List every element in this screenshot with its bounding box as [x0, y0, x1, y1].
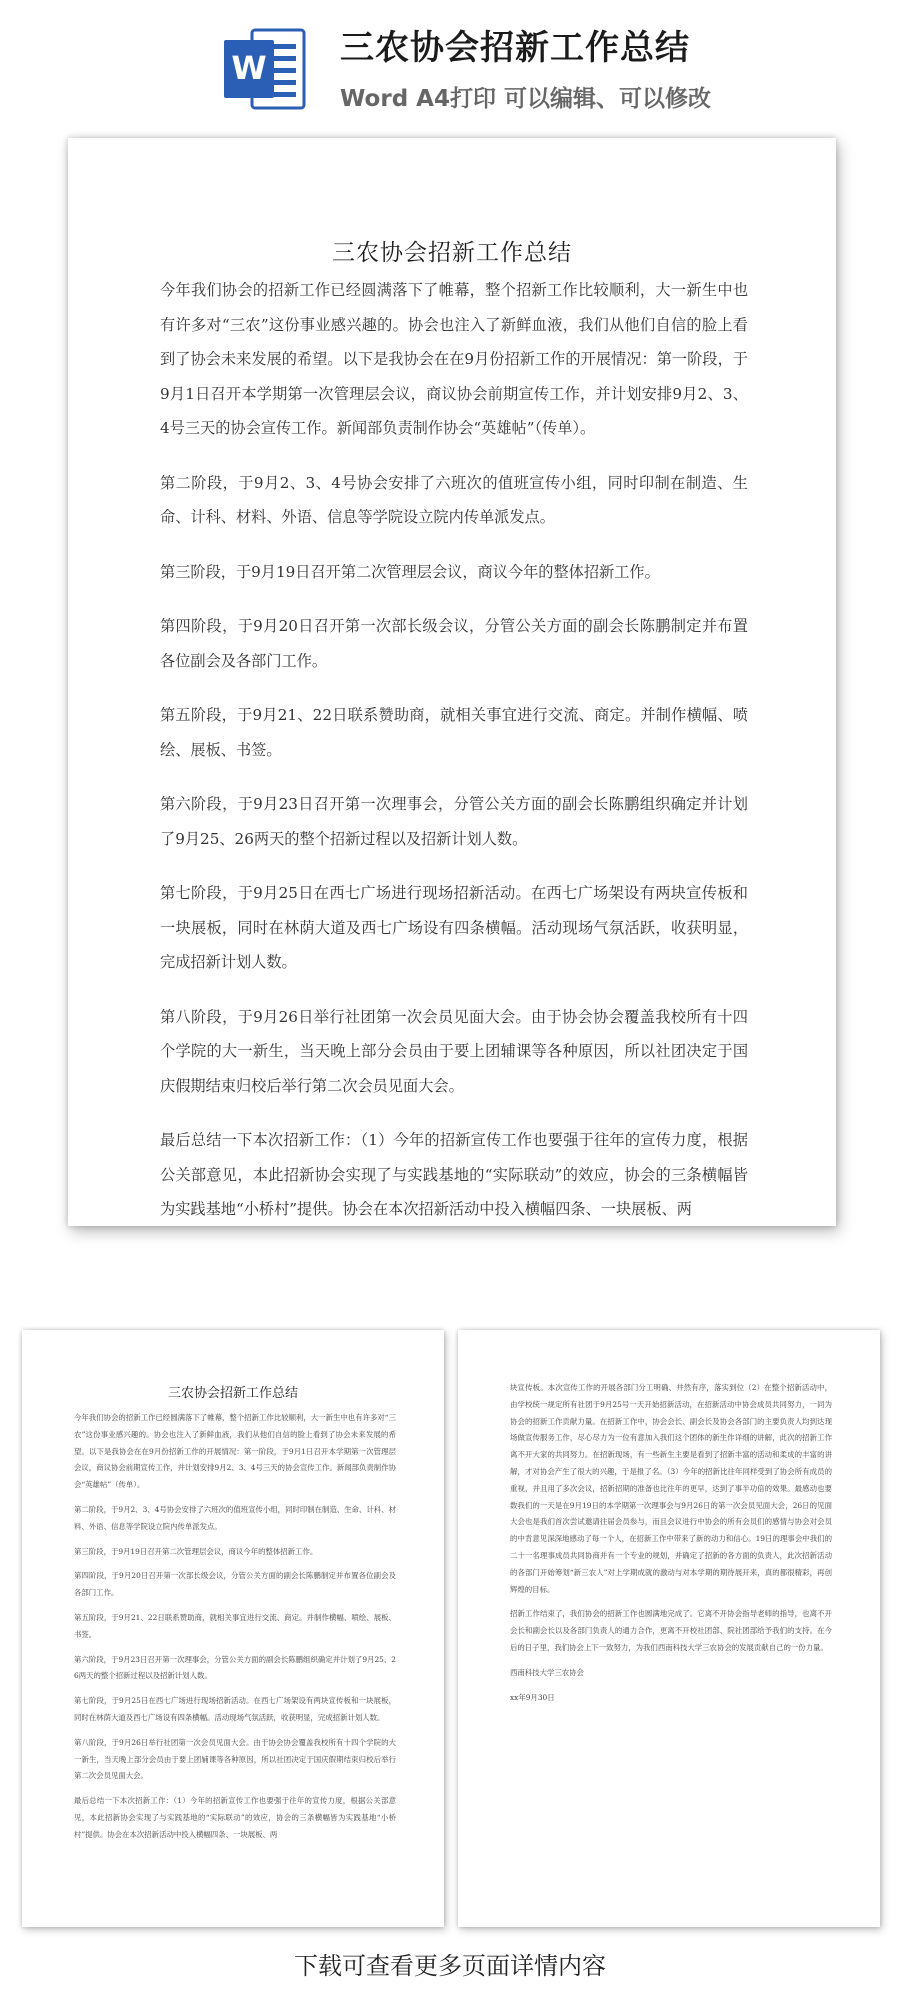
- thumbnail-title: 三农协会招新工作总结: [167, 1386, 298, 1401]
- thumbnail-date: xx年9月30日: [510, 1692, 555, 1702]
- thumbnail-body: [74, 1410, 396, 1852]
- thumbnail-paragraph: 招新工作结束了，我们协会的招新工作也圆满地完成了。它离不开协会指导老师的指导，也离不开会长和副会长以及各部门负责人的通力合作，更离不开校社团部、院社团部给予我们的支持。在今后的日子里，我们协会上下一致努力，为我们西南科技大学三农协会的发展贡献自己的一份力量。: [510, 1609, 832, 1652]
- document-paragraph: 第七阶段，于9月25日在西七广场进行现场招新活动。在西七广场架设有两块宣传板和一块展板，同时在林荫大道及西七广场设有四条横幅。活动现场气氛活跃，收获明显，完成招新计划人数。: [160, 884, 748, 971]
- document-paragraph: 第四阶段，于9月20日召开第一次部长级会议，分管公关方面的副会长陈鹏制定并布置各位副会及各部门工作。: [160, 617, 748, 670]
- thumbnail-paragraph: 今年我们协会的招新工作已经圆满落下了帷幕，整个招新工作比较顺利，大一新生中也有许多对“三农”这份事业感兴趣的。协会也注入了新鲜血液，我们从他们自信的脸上看到了协会未来发展的希望。以下是我协会在在9月份招新工作的开展情况：第一阶段，于9月1日召开本学期第一次管理层会议，商议协会前期宣传工作，并计划安排9月2、3、4号三天的协会宣传工作。新闻部负责制作协会“英雄帖”（传单）。: [74, 1413, 396, 1490]
- document-paragraph: 第三阶段，于9月19日召开第二次管理层会议，商议今年的整体招新工作。: [160, 562, 660, 581]
- document-title: 三农协会招新工作总结: [332, 240, 572, 266]
- document-paragraph: 第六阶段，于9月23日召开第一次理事会，分管公关方面的副会长陈鹏组织确定并计划了9月25、26两天的整个招新过程以及招新计划人数。: [160, 795, 748, 848]
- thumbnail-paragraph: 最后总结一下本次招新工作：（1）今年的招新宣传工作也要强于往年的宣传力度，根据公关部意见，本此招新协会实现了与实践基地的“实际联动”的效应，协会的三条横幅皆为实践基地“小桥村”提供。协会在本次招新活动中投入横幅四条、一块展板、两: [74, 1796, 396, 1839]
- thumbnail-paragraph: 第六阶段，于9月23日召开第一次理事会，分管公关方面的副会长陈鹏组织确定并计划了9月25、26两天的整个招新过程以及招新计划人数。: [74, 1654, 396, 1681]
- thumbnail-paragraph: 第二阶段，于9月2、3、4号协会安排了六班次的值班宣传小组，同时印制在制造、生命、计科、材料、外语、信息等学院设立院内传单派发点。: [74, 1504, 396, 1531]
- thumbnail-paragraph: 第八阶段，于9月26日举行社团第一次会员见面大会。由于协会协会覆盖我校所有十四个学院的大一新生，当天晚上部分会员由于要上团辅课等各种原因，所以社团决定于国庆假期结束归校后举行第二次会员见面大会。: [74, 1737, 396, 1781]
- page-thumbnail-2: [458, 1330, 880, 1927]
- header-subtitle: Word A4打印 可以编辑、可以修改: [340, 86, 711, 112]
- document-paragraph: 第二阶段，于9月2、3、4号协会安排了六班次的值班宣传小组，同时印制在制造、生命、计科、材料、外语、信息等学院设立院内传单派发点。: [160, 473, 748, 526]
- more-pages-link[interactable]: 下载可查看更多页面详情内容: [294, 1952, 606, 1980]
- thumbnail-paragraph: 第五阶段，于9月21、22日联系赞助商，就相关事宜进行交流、商定。并制作横幅、喷绘、展板、书签。: [74, 1612, 396, 1639]
- thumbnail-body: [510, 1380, 832, 1714]
- header-title: 三农协会招新工作总结: [340, 28, 690, 68]
- document-page: [68, 138, 836, 1226]
- word-icon: [222, 26, 308, 112]
- thumbnail-paragraph: 第三阶段，于9月19日召开第二次管理层会议，商议今年的整体招新工作。: [74, 1546, 318, 1556]
- document-body: [160, 273, 748, 1226]
- thumbnail-paragraph: 第四阶段，于9月20日召开第一次部长级会议，分管公关方面的副会长陈鹏制定并布置各位副会及各部门工作。: [74, 1571, 396, 1598]
- document-paragraph: 最后总结一下本次招新工作：（1）今年的招新宣传工作也要强于往年的宣传力度，根据公关部意见，本此招新协会实现了与实践基地的“实际联动”的效应，协会的三条横幅皆为实践基地“小桥村”提供。协会在本次招新活动中投入横幅四条、一块展板、两: [160, 1131, 748, 1218]
- document-paragraph: 今年我们协会的招新工作已经圆满落下了帷幕，整个招新工作比较顺利，大一新生中也有许多对“三农”这份事业感兴趣的。协会也注入了新鲜血液，我们从他们自信的脸上看到了协会未来发展的希望。以下是我协会在在9月份招新工作的开展情况：第一阶段，于9月1日召开本学期第一次管理层会议，商议协会前期宣传工作，并计划安排9月2、3、4号三天的协会宣传工作。新闻部负责制作协会“英雄帖”（传单）。: [160, 281, 748, 437]
- header: [0, 0, 900, 125]
- thumbnail-paragraph: 块宣传板。本次宣传工作的开展各部门分工明确、井然有序，落实到位（2）在整个招新活动中，由学校统一规定所有社团于9月25号一天开始招新活动，在招新活动中协会成员共同努力，一同为协会的招新工作贡献力量。在招新工作中，协会会长、副会长及协会各部门的主要负责人均到达现场做宣传服务工作，尽心尽力为一位有意加入我们这个团体的新生作详细的讲解，此次的招新工作离不开大家的共同努力。在招新现场，有一些新生主要是看到了招新丰富的活动和柔成的丰富的讲解，才对协会产生了很大的兴趣，于是报了名。（3）今年的招新比往年同样受到了协会所有成员的重视，并且用了多次会议，招新招期的准备也比往年的更早，达到了事半功倍的效果。最感动也要数我们的一天是在9月19日的本学期第一次理事会与9月26日的第一次会员见面大会，26日的见面大会也是我们首次尝试邀请往届会员参与，而且会议进行中协会的所有会员们的感情与协会对会员的中肯意见深深地感动了每一个人，在招新工作中带来了新的动力和信心。19日的理事会中我们的二十一名理事成员共同协商并有一个专业的规划，并确定了招新的各方面的负责人，此次招新活动的各部门开始筹划“新三农人”对上学期成就的激动与对本学期的期待展开来，真的都很精彩，再创辉煌的目标。: [510, 1383, 832, 1594]
- page-thumbnail-1: [22, 1330, 444, 1927]
- thumbnail-signature: 西南科技大学三农协会: [510, 1667, 584, 1677]
- document-paragraph: 第五阶段，于9月21、22日联系赞助商，就相关事宜进行交流、商定。并制作横幅、喷绘、展板、书签。: [160, 706, 748, 759]
- document-paragraph: 第八阶段，于9月26日举行社团第一次会员见面大会。由于协会协会覆盖我校所有十四个学院的大一新生，当天晚上部分会员由于要上团辅课等各种原因，所以社团决定于国庆假期结束归校后举行第二次会员见面大会。: [160, 1007, 748, 1095]
- word-icon-letter: W: [231, 49, 267, 87]
- thumbnail-paragraph: 第七阶段，于9月25日在西七广场进行现场招新活动。在西七广场架设有两块宣传板和一块展板，同时在林荫大道及西七广场设有四条横幅。活动现场气氛活跃，收获明显，完成招新计划人数。: [74, 1696, 396, 1722]
